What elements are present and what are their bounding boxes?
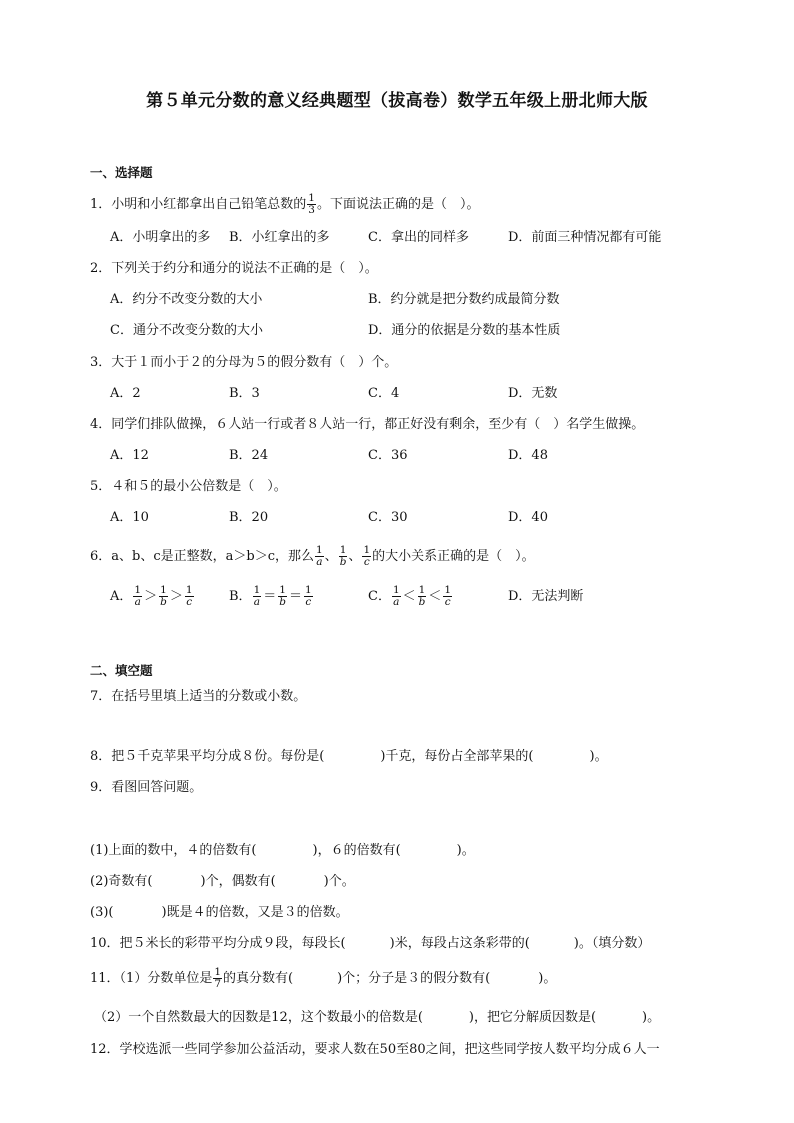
q1-option-d[interactable]: D．前面三种情况都有可能 [508, 230, 662, 245]
question-3: 3．大于１而小于２的分母为５的假分数有（ ）个。 [90, 355, 398, 370]
question-9-part-2: (2)奇数有( )个，偶数有( )个。 [90, 874, 355, 889]
question-11: 11．（1）分数单位是 $\frac{1}{7}$ 的真分数有( )个；分子是３的假分数有( )。 [90, 966, 557, 990]
fraction-1-over-b: $\frac{1}{b}$ [339, 544, 347, 568]
question-9: 9．看图回答问题。 [90, 780, 203, 795]
question-10: 10．把５米长的彩带平均分成９段，每段长( )米，每段占这条彩带的( )。（填分数） [90, 936, 651, 951]
q2-option-b[interactable]: B．约分就是把分数约成最简分数 [368, 292, 560, 307]
q3-option-c[interactable]: C．4 [368, 386, 400, 401]
q2-option-c[interactable]: C．通分不改变分数的大小 [110, 323, 263, 338]
question-9-part-3: (3)( )既是４的倍数，又是３的倍数。 [90, 905, 349, 920]
q6-option-a[interactable]: A． $\frac{1}{a}$ ＞ $\frac{1}{b}$ ＞ $\frac{1}{c}$ [110, 584, 193, 608]
q4-option-a[interactable]: A．12 [110, 448, 149, 463]
q5-option-a[interactable]: A．10 [110, 510, 149, 525]
q2-option-d[interactable]: D．通分的依据是分数的基本性质 [368, 323, 561, 338]
q1-option-a[interactable]: A．小明拿出的多 [110, 230, 211, 245]
question-9-part-1: (1)上面的数中，４的倍数有( )，６的倍数有( )。 [90, 843, 475, 858]
fraction-one-third: $\frac{1}{3}$ [308, 192, 315, 216]
section-fill-heading: 二、填空题 [90, 663, 153, 678]
fraction-1-over-c: $\frac{1}{c}$ [363, 544, 371, 568]
q6-option-b[interactable]: B． $\frac{1}{a}$ ＝ $\frac{1}{b}$ ＝ $\frac{1}{c}$ [229, 584, 312, 608]
q6-option-d[interactable]: D．无法判断 [508, 589, 584, 604]
question-5: 5．４和５的最小公倍数是（ ）。 [90, 479, 287, 494]
q4-option-c[interactable]: C．36 [368, 448, 408, 463]
q1-option-c[interactable]: C．拿出的同样多 [368, 230, 469, 245]
q3-option-b[interactable]: B．3 [229, 386, 260, 401]
question-6: 6．a、b、c是正整数，a＞b＞c，那么 $\frac{1}{a}$ 、 $\frac{1}{b}$ 、 $\frac{1}{c}$ 的大小关系正确的是（ ）。 [90, 544, 535, 568]
question-2: 2．下列关于约分和通分的说法不正确的是（ ）。 [90, 261, 378, 276]
fraction-1-over-a: $\frac{1}{a}$ [315, 544, 323, 568]
q5-option-b[interactable]: B．20 [229, 510, 269, 525]
q6-option-c[interactable]: C． $\frac{1}{a}$ ＜ $\frac{1}{b}$ ＜ $\frac{1}{c}$ [368, 584, 452, 608]
q4-option-d[interactable]: D．48 [508, 448, 548, 463]
q3-option-a[interactable]: A．2 [110, 386, 141, 401]
q1-option-b[interactable]: B．小红拿出的多 [229, 230, 330, 245]
question-11-part-2: （2）一个自然数最大的因数是12，这个数最小的倍数是( )，把它分解质因数是( )。 [94, 1010, 661, 1025]
question-4: 4．同学们排队做操，６人站一行或者８人站一行，都正好没有剩余，至少有（ ）名学生做操。 [90, 417, 645, 432]
q4-option-b[interactable]: B．24 [229, 448, 269, 463]
question-8: 8．把５千克苹果平均分成８份。每份是( )千克，每份占全部苹果的( )。 [90, 749, 608, 764]
fraction-one-seventh: $\frac{1}{7}$ [214, 966, 222, 990]
section-choice-heading: 一、选择题 [90, 165, 153, 180]
question-6-text-pre: 6．a、b、c是正整数，a＞b＞c，那么 [90, 549, 314, 564]
q5-option-d[interactable]: D．40 [508, 510, 548, 525]
q2-option-a[interactable]: A．约分不改变分数的大小 [110, 292, 263, 307]
page-title: 第５单元分数的意义经典题型（拔高卷）数学五年级上册北师大版 [146, 91, 648, 111]
question-1-text-post: 。下面说法正确的是（ ）。 [316, 197, 480, 212]
q5-option-c[interactable]: C．30 [368, 510, 408, 525]
question-1 [90, 193, 479, 216]
question-1-text-pre: 1．小明和小红都拿出自己铅笔总数的 [90, 197, 307, 212]
question-7: 7．在括号里填上适当的分数或小数。 [90, 689, 307, 704]
question-12: 12．学校选派一些同学参加公益活动，要求人数在50至80之间，把这些同学按人数平均分成６人一 [90, 1042, 660, 1057]
q3-option-d[interactable]: D．无数 [508, 386, 558, 401]
question-6-text-post: 的大小关系正确的是（ ）。 [372, 549, 535, 564]
